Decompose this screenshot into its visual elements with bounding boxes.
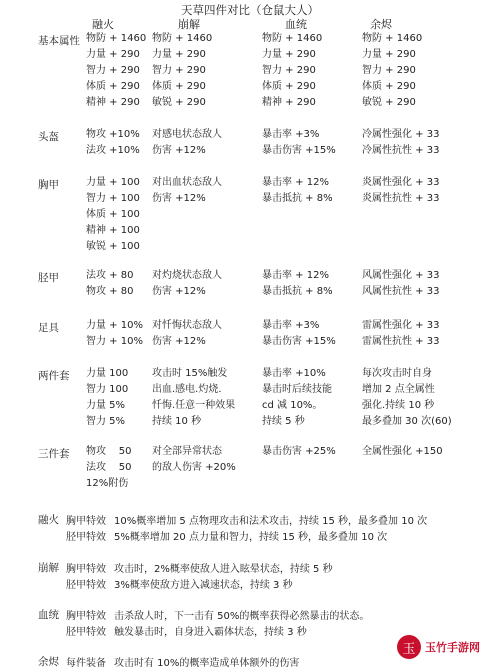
cell-line: 力量 + 290 [262, 49, 316, 60]
cell-line: 物防 + 1460 [262, 33, 323, 44]
column-header-yujin: 余烬 [370, 18, 392, 31]
cell-line: 敏锐 + 100 [86, 241, 140, 252]
cell-line: 炎属性强化 + 33 [362, 177, 440, 188]
site-name: 玉竹手游网 [425, 641, 480, 654]
table-cell [362, 31, 422, 111]
cell-line: 冷属性抗性 + 33 [362, 145, 440, 156]
cell-line: 体质 + 290 [362, 81, 416, 92]
cell-line: 力量 + 100 [86, 177, 140, 188]
table-cell [152, 268, 222, 300]
table-cell [262, 31, 322, 111]
cell-line: 对出血状态敌人 [152, 177, 222, 188]
cell-line: 精神 + 100 [86, 225, 140, 236]
table-cell [362, 268, 439, 300]
cell-line: 法攻 + 80 [86, 270, 134, 281]
cell-line: 力量 + 290 [152, 49, 206, 60]
cell-line: 冷属性强化 + 33 [362, 129, 440, 140]
table-cell [86, 127, 140, 159]
table-cell [262, 366, 332, 430]
table-cell [86, 366, 128, 430]
table-cell [152, 31, 212, 111]
effect-part: 胸甲特效 [66, 564, 106, 575]
row-label: 足具 [38, 322, 59, 334]
effect-text: 3%概率使敌方进入减速状态，持续 3 秒 [114, 580, 293, 591]
cell-line: 持续 5 秒 [262, 416, 305, 427]
cell-line: 力量 + 10% [86, 320, 143, 331]
cell-line: 力量 5% [86, 400, 126, 411]
cell-line: 伤害 +12% [152, 286, 206, 297]
table-cell [152, 175, 222, 207]
cell-line: 全属性强化 +150 [362, 446, 443, 457]
effect-text: 10%概率增加 5 点物理攻击和法术攻击，持续 15 秒，最多叠加 10 次 [114, 516, 428, 527]
cell-line: 智力 + 10% [86, 336, 143, 347]
cell-line: 对忏悔状态敌人 [152, 320, 222, 331]
cell-line: 法攻 50 [86, 462, 132, 473]
row-label: 基本属性 [38, 35, 80, 47]
effect-text: 触发暴击时，自身进入霸体状态，持续 3 秒 [114, 627, 307, 638]
cell-line: 对全部异常状态 [152, 446, 222, 457]
row-label: 胫甲 [38, 272, 59, 284]
row-label: 三件套 [38, 448, 70, 460]
column-header-bengjie: 崩解 [178, 18, 200, 31]
cell-line: 暴击伤害 +15% [262, 336, 336, 347]
table-cell [86, 175, 140, 255]
cell-line: 暴击抵抗 + 8% [262, 193, 333, 204]
cell-line: 暴击率 + 12% [262, 177, 329, 188]
table-cell [362, 318, 439, 350]
cell-line: 物防 + 1460 [86, 33, 147, 44]
cell-line: 体质 + 290 [262, 81, 316, 92]
cell-line: 对灼烧状态敌人 [152, 270, 222, 281]
table-cell [152, 318, 222, 350]
cell-line: 12%附伤 [86, 478, 129, 489]
cell-line: 持续 10 秒 [152, 416, 202, 427]
cell-line: 伤害 +12% [152, 145, 206, 156]
effect-part: 胸甲特效 [66, 516, 106, 527]
table-cell [262, 318, 336, 350]
row-label: 胸甲 [38, 179, 59, 191]
effect-part: 胫甲特效 [66, 532, 106, 543]
page-title: 天草四件对比（仓鼠大人） [181, 3, 319, 17]
watermark [397, 632, 497, 662]
cell-line: 智力 100 [86, 384, 129, 395]
cell-line: 的敌人伤害 +20% [152, 462, 236, 473]
cell-line: 攻击时 15%触发 [152, 368, 228, 379]
effect-set-label: 融火 [38, 514, 59, 526]
column-header-xuetong: 血统 [285, 18, 307, 31]
table-cell [362, 175, 439, 207]
cell-line: 最多叠加 30 次(60) [362, 416, 452, 427]
cell-line: 强化.持续 10 秒 [362, 400, 435, 411]
effect-part: 胫甲特效 [66, 580, 106, 591]
effect-set-label: 血统 [38, 609, 59, 621]
row-label: 两件套 [38, 370, 70, 382]
cell-line: 暴击率 + 12% [262, 270, 329, 281]
cell-line: 法攻 +10% [86, 145, 140, 156]
table-cell [362, 366, 452, 430]
effect-text: 攻击时，2%概率使敌人进入眩晕状态，持续 5 秒 [114, 564, 333, 575]
table-cell [262, 175, 333, 207]
cell-line: 智力 + 290 [262, 65, 316, 76]
cell-line: 智力 + 290 [362, 65, 416, 76]
cell-line: 炎属性抗性 + 33 [362, 193, 440, 204]
cell-line: 暴击抵抗 + 8% [262, 286, 333, 297]
site-logo-icon: 玉 [397, 635, 421, 659]
cell-line: 力量 100 [86, 368, 129, 379]
table-cell [86, 31, 146, 111]
table-cell [362, 444, 443, 460]
cell-line: 对感电状态敌人 [152, 129, 222, 140]
cell-line: 体质 + 290 [86, 81, 140, 92]
effect-text: 击杀敌人时，下一击有 50%的概率获得必然暴击的状态。 [114, 611, 370, 622]
cell-line: cd 减 10%。 [262, 400, 323, 411]
cell-line: 增加 2 点全属性 [362, 384, 435, 395]
table-cell [262, 127, 336, 159]
table-cell [152, 366, 235, 430]
cell-line: 风属性抗性 + 33 [362, 286, 440, 297]
cell-line: 物攻 +10% [86, 129, 140, 140]
table-cell [262, 268, 333, 300]
cell-line: 体质 + 290 [152, 81, 206, 92]
cell-line: 力量 + 290 [86, 49, 140, 60]
cell-line: 暴击率 +3% [262, 320, 320, 331]
cell-line: 暴击伤害 +25% [262, 446, 336, 457]
cell-line: 物攻 + 80 [86, 286, 134, 297]
table-cell [152, 444, 236, 476]
cell-line: 敏锐 + 290 [362, 97, 416, 108]
cell-line: 力量 + 290 [362, 49, 416, 60]
column-header-ronghuo: 融火 [92, 18, 114, 31]
cell-line: 精神 + 290 [86, 97, 140, 108]
cell-line: 伤害 +12% [152, 193, 206, 204]
table-cell [86, 268, 133, 300]
cell-line: 体质 + 100 [86, 209, 140, 220]
table-cell [362, 127, 439, 159]
cell-line: 暴击伤害 +15% [262, 145, 336, 156]
effect-part: 胸甲特效 [66, 611, 106, 622]
cell-line: 智力 + 290 [86, 65, 140, 76]
effect-set-label: 余烬 [38, 656, 59, 668]
cell-line: 忏悔.任意一种效果 [152, 400, 236, 411]
cell-line: 物防 + 1460 [362, 33, 423, 44]
effect-set-label: 崩解 [38, 562, 59, 574]
effect-part: 每件装备 [66, 658, 106, 669]
effect-text: 5%概率增加 20 点力量和智力，持续 15 秒，最多叠加 10 次 [114, 532, 388, 543]
cell-line: 物防 + 1460 [152, 33, 213, 44]
cell-line: 智力 + 100 [86, 193, 140, 204]
cell-line: 智力 + 290 [152, 65, 206, 76]
cell-line: 暴击时后续技能 [262, 384, 332, 395]
table-cell [262, 444, 336, 460]
cell-line: 每次攻击时自身 [362, 368, 432, 379]
effect-part: 胫甲特效 [66, 627, 106, 638]
cell-line: 物攻 50 [86, 446, 132, 457]
cell-line: 风属性强化 + 33 [362, 270, 440, 281]
cell-line: 出血.感电.灼烧. [152, 384, 222, 395]
cell-line: 暴击率 +3% [262, 129, 320, 140]
table-cell [86, 318, 143, 350]
cell-line: 精神 + 290 [262, 97, 316, 108]
effect-text: 攻击时有 10%的概率造成单体额外的伤害 [114, 658, 300, 669]
cell-line: 雷属性抗性 + 33 [362, 336, 440, 347]
table-cell [152, 127, 222, 159]
table-cell [86, 444, 131, 492]
row-label: 头盔 [38, 131, 59, 143]
cell-line: 暴击率 +10% [262, 368, 326, 379]
cell-line: 伤害 +12% [152, 336, 206, 347]
cell-line: 智力 5% [86, 416, 126, 427]
cell-line: 雷属性强化 + 33 [362, 320, 440, 331]
cell-line: 敏锐 + 290 [152, 97, 206, 108]
